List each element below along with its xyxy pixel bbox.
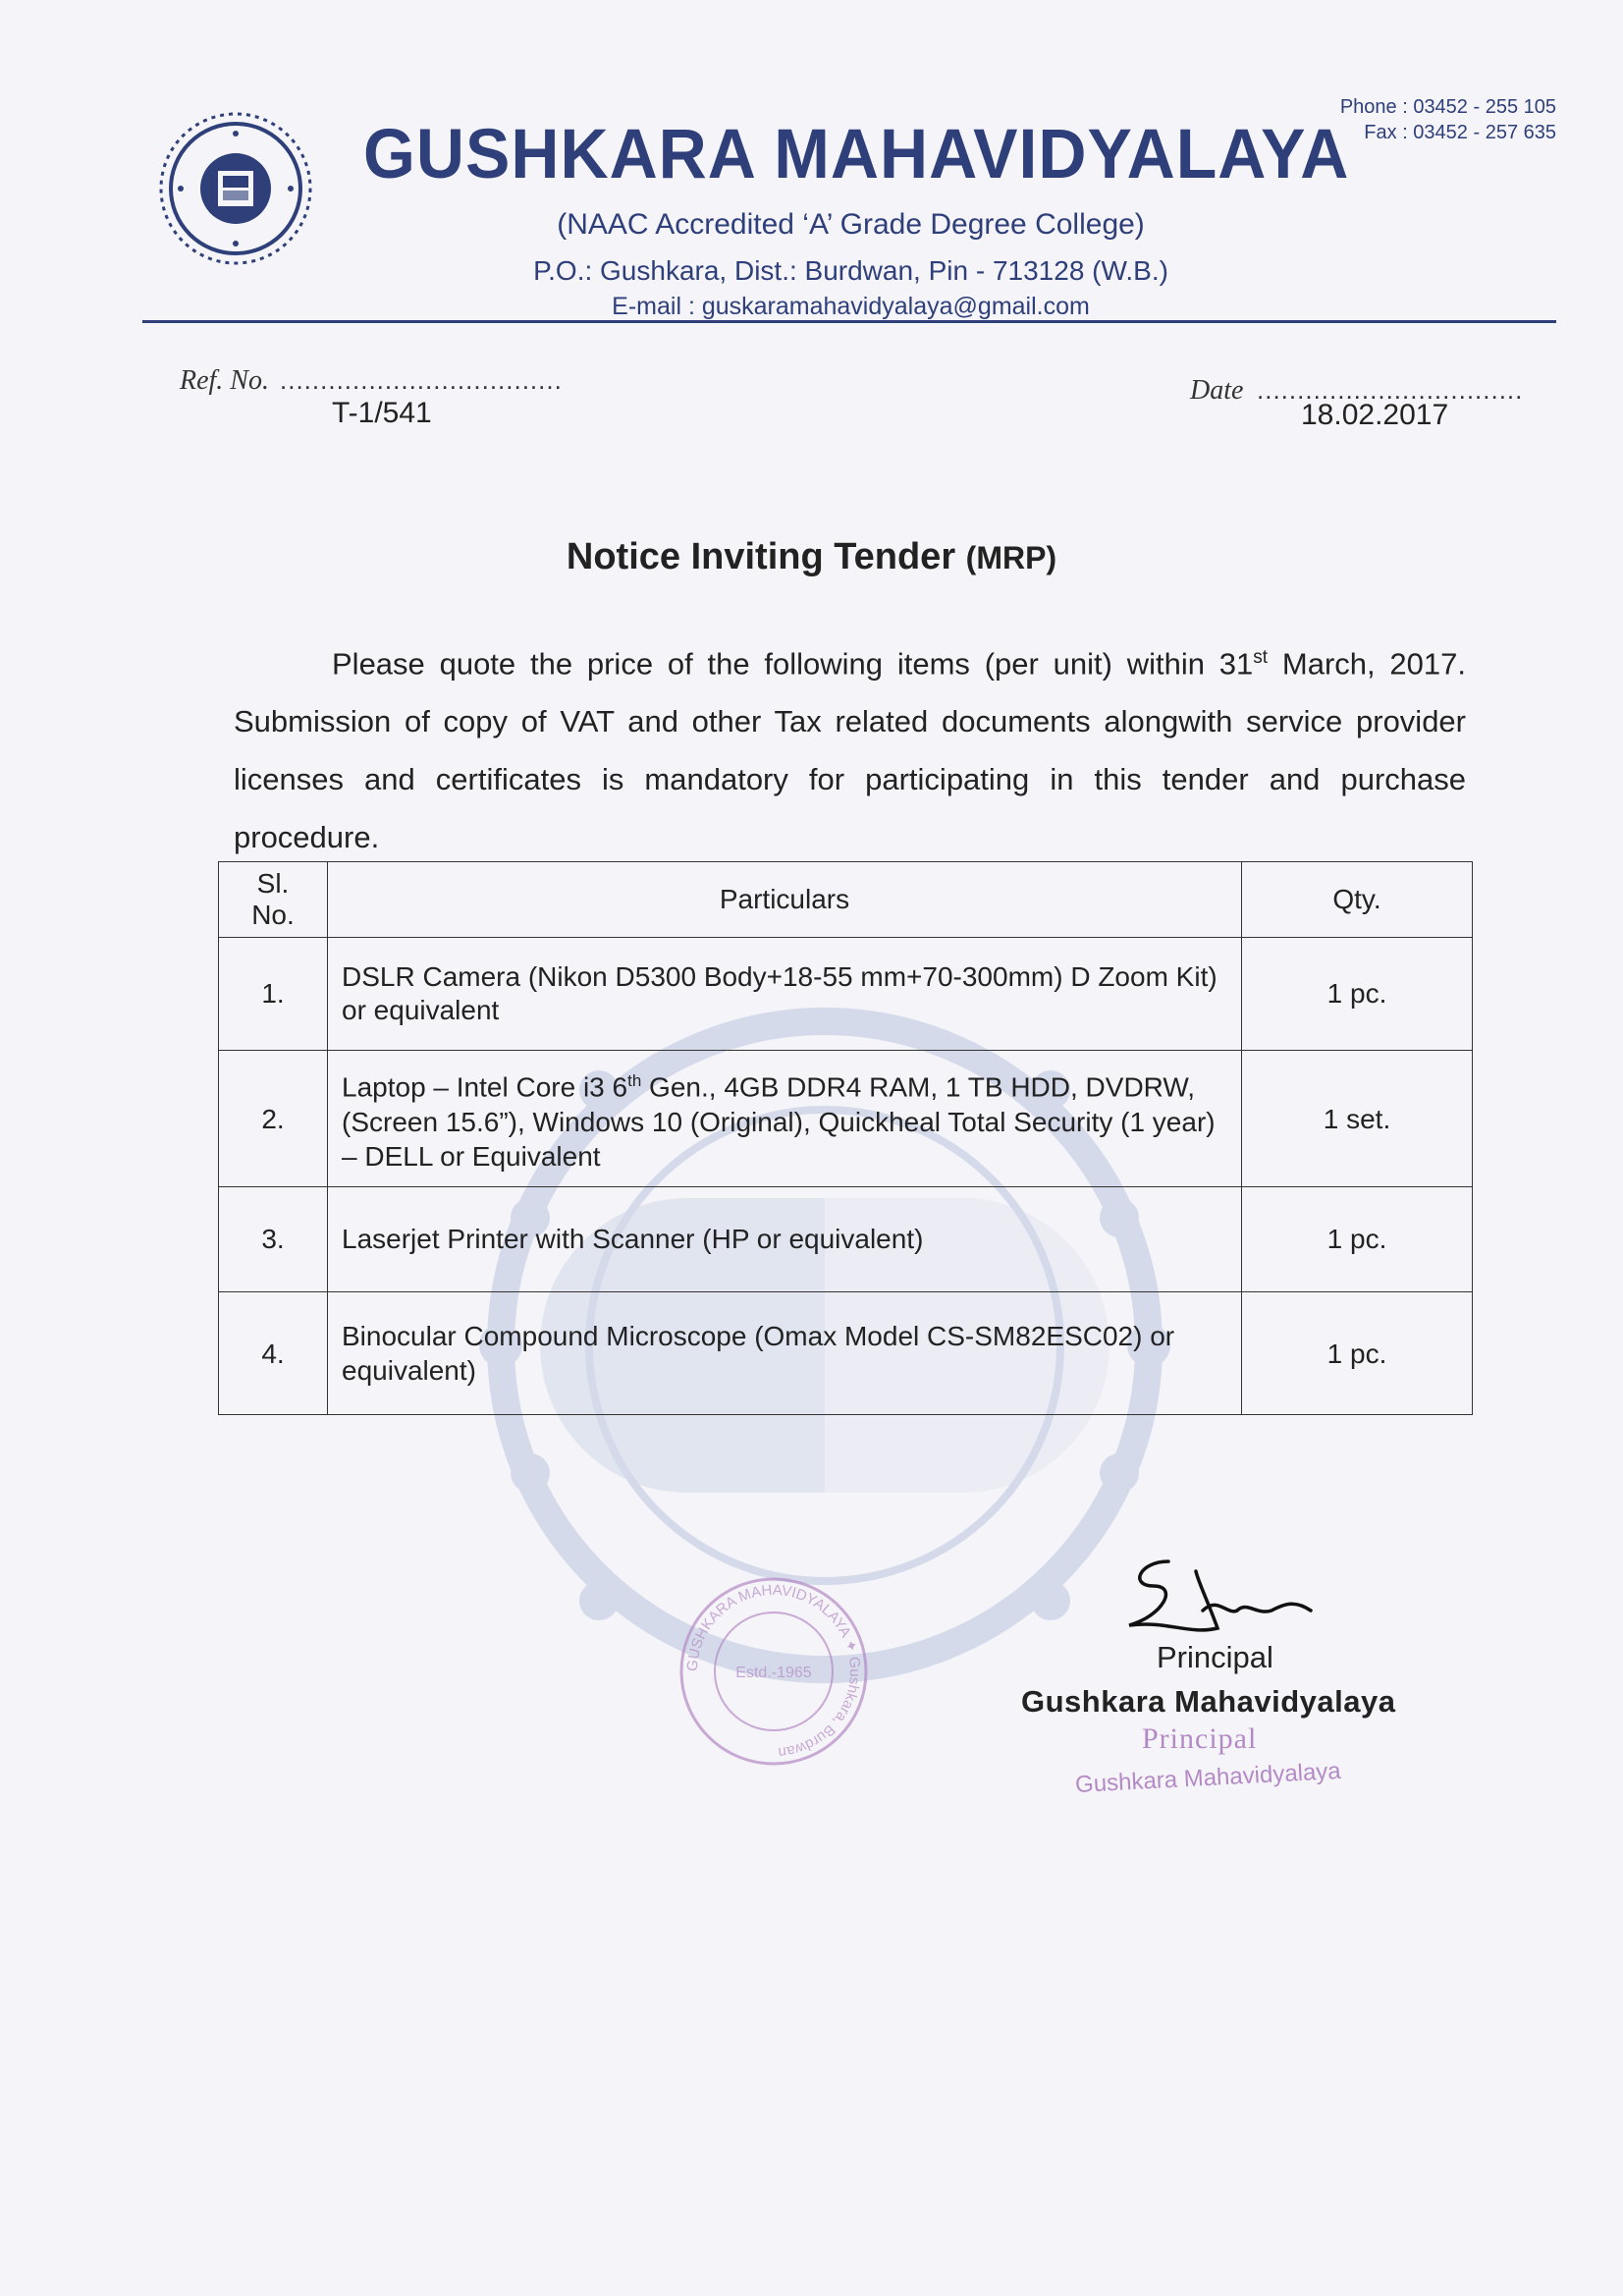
row-sl: 2. [219,1051,328,1187]
table-row [219,938,1473,1051]
table-row [219,1187,1473,1292]
notice-title-suffix: (MRP) [965,540,1057,575]
notice-body [234,629,1466,866]
notice-title [0,536,1623,578]
row-qty: 1 pc. [1242,1187,1473,1292]
header-sl-no [219,862,328,938]
phone-number: Phone : 03452 - 255 105 [1339,96,1556,118]
row-particulars-sup: th [627,1071,642,1091]
row-sl: 4. [219,1292,328,1415]
address-line: P.O.: Gushkara, Dist.: Burdwan, Pin - 713128 (W.B.) [533,255,1168,286]
date-label: Date [1190,375,1244,406]
stamp-principal-title: Principal [1142,1722,1258,1755]
ref-number: T-1/541 [332,397,432,429]
notice-title-main: Notice Inviting Tender [566,536,956,577]
row-qty: 1 pc. [1242,938,1473,1051]
table-header-row [219,862,1473,938]
header-sl-line1: Sl. [256,868,290,899]
contact-block [1340,94,1556,145]
row-sl: 1. [219,938,328,1051]
row-particulars: Binocular Compound Microscope (Omax Model CS-SM82ESC02) or equivalent) [328,1292,1242,1415]
row-particulars-b: Gen., 4GB DDR4 RAM, 1 TB HDD, DVDRW, (Screen 15.6”), Windows 10 (Original), Quickheal Total Security (1 year) – DELL or Equivalent [342,1071,1216,1172]
row-qty: 1 set. [1242,1051,1473,1187]
ref-dots: ................................... [280,365,563,395]
email-line: E-mail : guskaramahavidyalaya@gmail.com [612,293,1090,320]
date-dots: ................................. [1257,375,1524,405]
college-name: GUSHKARA MAHAVIDYALAYA [363,115,1350,193]
fax-number: Fax : 03452 - 257 635 [1364,122,1556,143]
row-particulars-a: Laptop – Intel Core i3 6 [342,1071,628,1103]
letterhead-divider [142,320,1556,323]
table-row [219,1292,1473,1415]
ref-label: Ref. No. [180,365,269,396]
header-qty: Qty. [1242,862,1473,938]
tender-items-table [218,861,1473,1415]
row-qty: 1 pc. [1242,1292,1473,1415]
row-particulars [328,1051,1242,1187]
seal-outer-text: GUSHKARA MAHAVIDYALAYA ✦ Gushkara, Burdwan [683,1581,864,1761]
accreditation-line: (NAAC Accredited ‘A’ Grade Degree College) [557,208,1145,241]
stamp-college-name: Gushkara Mahavidyalaya [1074,1757,1342,1799]
notice-body-part1: Please quote the price of the following items (per unit) within 31 [332,646,1254,682]
date-value: 18.02.2017 [1301,399,1449,431]
signatory-college: Gushkara Mahavidyalaya [1021,1684,1396,1719]
row-particulars: DSLR Camera (Nikon D5300 Body+18-55 mm+70-300mm) D Zoom Kit) or equivalent [328,938,1242,1051]
college-seal-icon [676,1573,872,1770]
college-logo-icon [157,110,314,267]
seal-center-text: Estd.-1965 [735,1665,812,1681]
row-sl: 3. [219,1187,328,1292]
notice-body-sup: st [1253,647,1269,668]
header-sl-line2: No. [251,900,295,930]
row-particulars: Laserjet Printer with Scanner (HP or equivalent) [328,1187,1242,1292]
principal-signature-icon [1109,1542,1325,1650]
header-particulars: Particulars [328,862,1242,938]
table-row [219,1051,1473,1187]
signatory-title: Principal [1157,1640,1273,1674]
notice-body-part2: March, 2017. Submission of copy of VAT and other Tax related documents alongwith service provider licenses and certificates is mandatory for participating in this tender and purchase procedure. [234,646,1467,855]
